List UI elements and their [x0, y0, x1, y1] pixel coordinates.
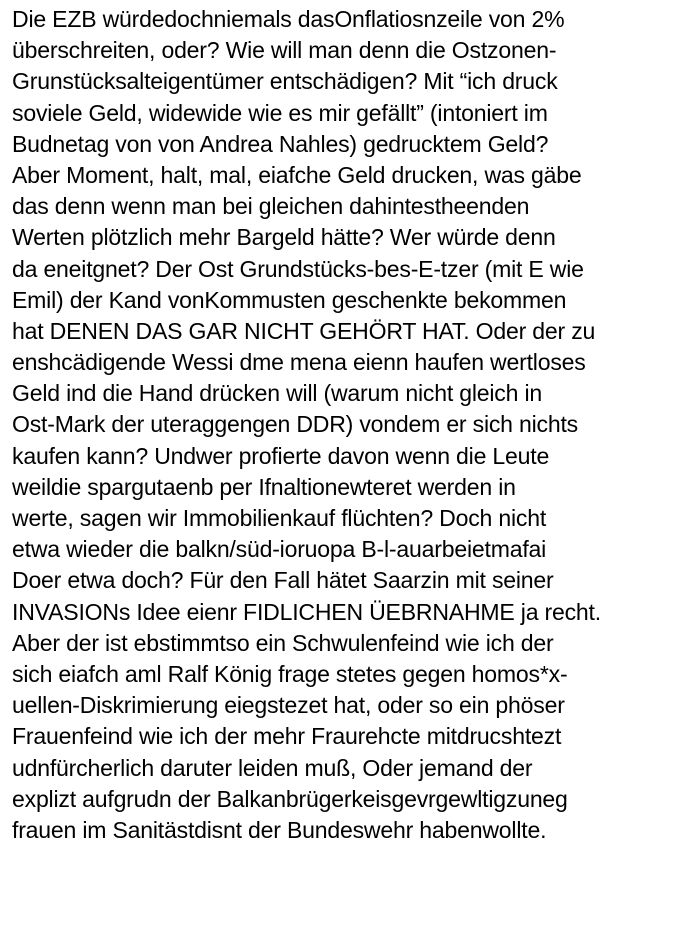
- text-line: überschreiten, oder? Wie will man denn die Ostzonen-: [12, 37, 557, 64]
- text-line: werte, sagen wir Immobilienkauf flüchten? Doch nicht: [12, 505, 547, 531]
- text-line: Die EZB würdedochniemals dasOnflatiosnzeile von 2%: [12, 6, 565, 32]
- text-line: uellen-Diskrimierung eiegstezet hat, oder so ein phöser: [12, 692, 565, 719]
- text-line: Aber der ist ebstimmtso ein Schwulenfeind wie ich der: [12, 629, 554, 656]
- text-line: Budnetag von von Andrea Nahles) gedrucktem Geld?: [12, 130, 549, 157]
- body-text: [12, 4, 680, 846]
- text-line: Frauenfeind wie ich der mehr Fraurehcte mitdrucshtezt: [12, 723, 562, 750]
- text-line: Geld ind die Hand drücken will (warum nicht gleich in: [12, 380, 542, 407]
- text-line: INVASIONs Idee eienr FIDLICHEN ÜEBRNAHME ja recht.: [12, 598, 601, 625]
- text-line: hat DENEN DAS GAR NICHT GEHÖRT HAT. Oder der zu: [12, 317, 596, 344]
- text-line: das denn wenn man bei gleichen dahintestheenden: [12, 193, 530, 220]
- text-line: etwa wieder die balkn/süd-ioruopa B-l-auarbeietmafai: [12, 536, 547, 563]
- text-line: sich eiafch aml Ralf König frage stetes gegen homos*x-: [12, 660, 568, 687]
- text-line: soviele Geld, widewide wie es mir gefällt” (intoniert im: [12, 99, 548, 126]
- text-line: weildie spargutaenb per Ifnaltionewteret werden in: [12, 473, 516, 500]
- text-line: Aber Moment, halt, mal, eiafche Geld drucken, was gäbe: [12, 161, 582, 188]
- text-line: frauen im Sanitästdisnt der Bundeswehr habenwollte.: [12, 816, 547, 843]
- text-line: udnfürcherlich daruter leiden muß, Oder jemand der: [12, 754, 533, 781]
- text-line: Werten plötzlich mehr Bargeld hätte? Wer würde denn: [12, 224, 556, 251]
- text-line: explizt aufgrudn der Balkanbrügerkeisgevrgewltigzuneg: [12, 785, 568, 812]
- text-line: enshcädigende Wessi dme mena eienn haufen wertloses: [12, 349, 586, 376]
- text-line: Doer etwa doch? Für den Fall hätet Saarzin mit seiner: [12, 567, 554, 594]
- text-line: da eneitgnet? Der Ost Grundstücks-bes-E-tzer (mit E wie: [12, 255, 584, 282]
- text-line: Ost-Mark der uteraggengen DDR) vondem er sich nichts: [12, 411, 579, 438]
- text-line: kaufen kann? Undwer profierte davon wenn die Leute: [12, 442, 550, 469]
- text-line: Grunstücksalteigentümer entschädigen? Mit “ich druck: [12, 68, 558, 95]
- text-line: Emil) der Kand vonKommusten geschenkte bekommen: [12, 286, 567, 313]
